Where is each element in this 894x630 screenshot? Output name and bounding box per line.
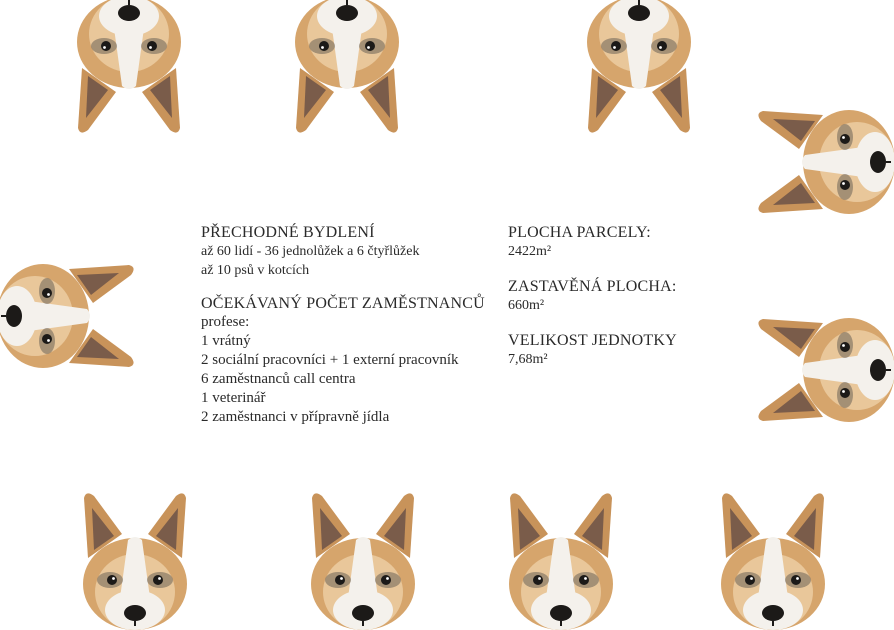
parcel-heading: PLOCHA PARCELY: (508, 224, 651, 241)
dog-image (70, 488, 200, 628)
dog-image (753, 97, 893, 227)
staff-line: 1 vrátný (201, 333, 251, 349)
built-value: 660m² (508, 298, 545, 313)
housing-heading: PŘECHODNÉ BYDLENÍ (201, 224, 375, 241)
dog-image (0, 251, 139, 381)
info-left-column (201, 223, 501, 427)
dog-image (496, 488, 626, 628)
staff-line: 1 veterinář (201, 390, 266, 406)
housing-line: až 10 psů v kotcích (201, 263, 310, 278)
staff-line: profese: (201, 314, 250, 330)
staff-heading: OČEKÁVANÝ POČET ZAMĚSTNANCŮ (201, 295, 485, 312)
dog-image (282, 0, 412, 138)
staff-line: 6 zaměstnanců call centra (201, 371, 356, 387)
housing-line: až 60 lidí - 36 jednolůžek a 6 čtyřlůžek (201, 244, 420, 259)
dog-image (574, 0, 704, 138)
info-right-column (508, 223, 728, 369)
dog-image (708, 488, 838, 628)
dog-image (64, 0, 194, 138)
unit-value: 7,68m² (508, 352, 548, 367)
staff-line: 2 sociální pracovníci + 1 externí pracovník (201, 352, 459, 368)
built-heading: ZASTAVĚNÁ PLOCHA: (508, 278, 677, 295)
parcel-value: 2422m² (508, 244, 552, 259)
dog-image (298, 488, 428, 628)
dog-image (753, 305, 893, 435)
unit-heading: VELIKOST JEDNOTKY (508, 332, 677, 349)
staff-line: 2 zaměstnanci v přípravně jídla (201, 409, 390, 425)
